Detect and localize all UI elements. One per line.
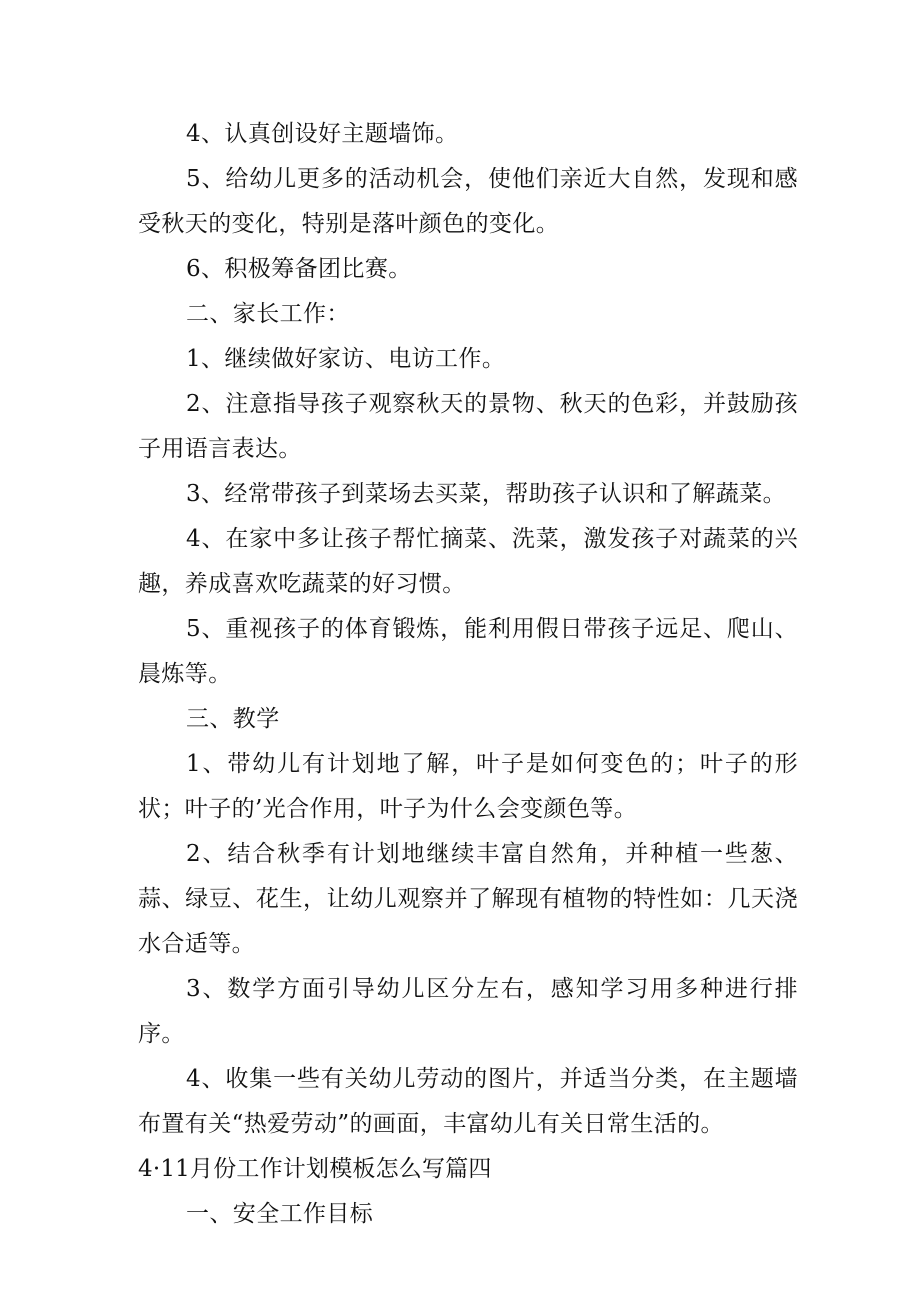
section-heading: 二、家长工作： [186,301,350,327]
document-page [138,112,798,1237]
paragraph: 6、积极筹备团比赛。 [186,256,412,282]
section-heading: 一、安全工作目标 [186,1201,374,1227]
paragraph: 2、结合秋季有计划地继续丰富自然角，并种植一些葱、蒜、绿豆、花生，让幼儿观察并了解现有植物的特性如：几天浇水合适等。 [138,841,798,957]
section-heading: 三、教学 [186,706,280,732]
paragraph: 1、带幼儿有计划地了解，叶子是如何变色的；叶子的形状；叶子的’光合作用，叶子为什么会变颜色等。 [138,751,798,822]
paragraph: 2、注意指导孩子观察秋天的景物、秋天的色彩，并鼓励孩子用语言表达。 [138,391,798,462]
paragraph: 4、认真创设好主题墙饰。 [186,121,459,147]
paragraph: 3、数学方面引导幼儿区分左右，感知学习用多种进行排序。 [138,976,798,1047]
paragraph: 4、在家中多让孩子帮忙摘菜、洗菜，激发孩子对蔬菜的兴趣，养成喜欢吃蔬菜的好习惯。 [138,526,798,597]
paragraph: 3、经常带孩子到菜场去买菜，帮助孩子认识和了解蔬菜。 [186,481,787,507]
paragraph: 5、给幼儿更多的活动机会，使他们亲近大自然，发现和感受秋天的变化，特别是落叶颜色的变化。 [138,166,798,237]
paragraph: 4、收集一些有关幼儿劳动的图片，并适当分类，在主题墙布置有关“热爱劳动”的画面，丰富幼儿有关日常生活的。 [138,1066,798,1137]
paragraph: 1、继续做好家访、电访工作。 [186,346,506,372]
article-title: 4·11月份工作计划模板怎么写篇四 [138,1156,492,1182]
paragraph: 5、重视孩子的体育锻炼，能利用假日带孩子远足、爬山、晨炼等。 [138,616,798,687]
